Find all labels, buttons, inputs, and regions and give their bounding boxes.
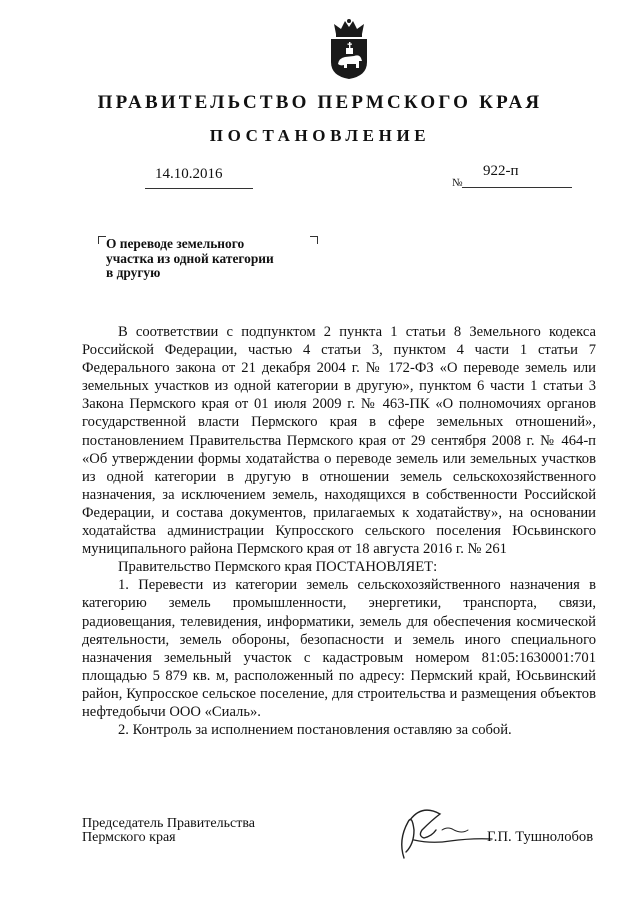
- document-type-title: ПОСТАНОВЛЕНИЕ: [209, 126, 431, 145]
- item-1-paragraph: 1. Перевести из категории земель сельскохозяйственного назначения в категорию земель промышленности, энергетики, транспорта, связи, радиовещания, телевидения, информатики, земель для обеспечения космической деятельности, земель обороны, безопасности и земель иного специального назначения земельный участок с кадастровым номером 81:05:1630001:701 площадью 5 879 кв. м, расположенный по адресу: Пермский край, Юсьвинский район, Купросское сельское поселение, для строительства и размещения объектов нефтедобычи ООО «Сиаль».: [82, 577, 596, 720]
- document-date: 14.10.2016: [155, 166, 223, 182]
- preamble-paragraph: В соответствии с подпунктом 2 пункта 1 статьи 8 Земельного кодекса Российской Федерации, частью 4 статьи 3, пунктом 4 части 1 статьи 7 Федерального закона от 21 декабря 2004 г. № 172-ФЗ «О переводе земель или земельных участков из одной категории в другую», пунктом 6 части 1 статьи 3 Закона Пермского края от 01 июля 2009 г. № 463-ПК «О полномочиях органов государственной власти Пермского края в сфере земельных отношений», постановлением Правительства Пермского края от 29 сентября 2008 г. № 464-п «Об утверждении формы ходатайства о переводе земель или земельных участков из одной категории в другую в отношении земель сельскохозяйственного назначения, за исключением земель, находящихся в собственности Российской Федерации, и состава документов, прилагаемых к ходатайству», на основании ходатайства администрации Купросского сельского поселения Юсьвинского муниципального района Пермского края от 18 августа 2016 г. № 261: [82, 324, 596, 558]
- document-subject: [106, 237, 316, 281]
- handwritten-signature: [392, 800, 502, 862]
- subject-line: О переводе земельного: [106, 236, 245, 251]
- signatory-position: [82, 817, 255, 845]
- subject-bracket-left: [98, 236, 106, 244]
- number-sign: №: [452, 177, 463, 189]
- date-underline: [145, 188, 253, 189]
- item-2-paragraph: 2. Контроль за исполнением постановления оставляю за собой.: [118, 722, 512, 739]
- signatory-name: Г.П. Тушнолобов: [487, 829, 594, 845]
- subject-line: участка из одной категории: [106, 250, 274, 266]
- government-title: ПРАВИТЕЛЬСТВО ПЕРМСКОГО КРАЯ: [97, 92, 543, 113]
- subject-line: в другую: [106, 265, 161, 281]
- resolution-paragraph: Правительство Пермского края ПОСТАНОВЛЯЕТ:: [118, 559, 438, 576]
- signatory-position-line: Пермского края: [82, 830, 176, 845]
- number-underline: [462, 187, 572, 188]
- perm-krai-coat-of-arms-icon: [328, 18, 370, 80]
- document-number: 922-п: [483, 163, 519, 179]
- document-body: [82, 323, 596, 739]
- signatory-position-line: Председатель Правительства: [82, 816, 255, 831]
